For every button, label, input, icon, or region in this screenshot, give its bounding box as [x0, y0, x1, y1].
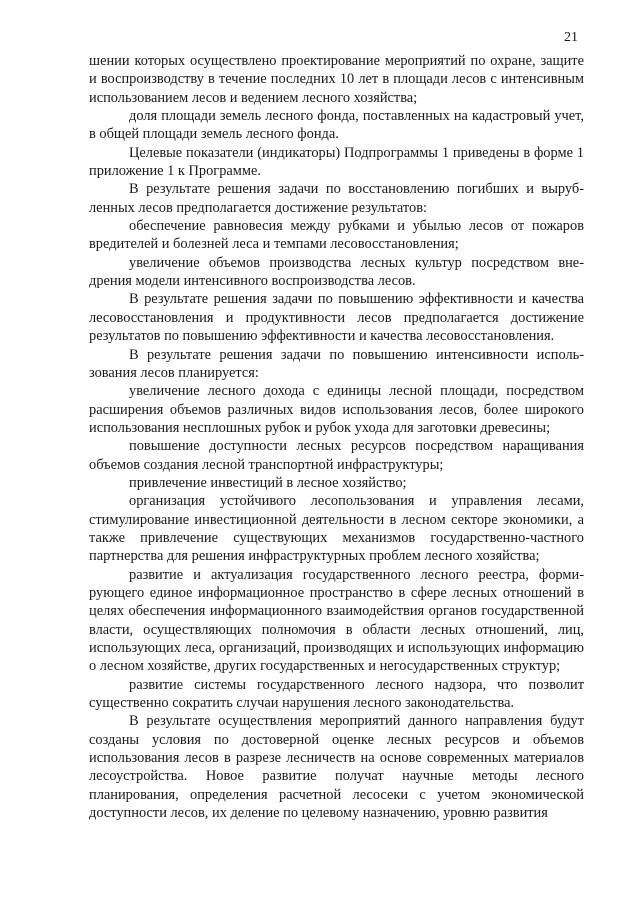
paragraph: обеспечение равновесия между рубками и убылью лесов от пожаров вредителей и болезней леса и темпами лесовосстановления;	[89, 218, 584, 253]
paragraph: развитие системы государственного лесного надзора, что позволит существенно сократить случаи нарушения лесного законодательства.	[89, 676, 584, 712]
paragraph: доля площади земель лесного фонда, поставленных на кадастровый учет, в общей площади земель лесного фонда.	[89, 108, 584, 143]
paragraph: В результате решения задачи по повышению интенсивности использования лесов планируется:	[89, 346, 584, 381]
paragraph: увеличение объемов производства лесных культур посредством внедрения модели интенсивного воспроизводства лесов.	[89, 254, 584, 290]
paragraph-continuation: шении которых осуществлено проектирование мероприятий по охране, защите и воспроизводству в течение последних 10 лет в площади лесов с интенсивным использованием лесов и ведением лесного хозяйства;	[89, 53, 584, 106]
paragraph: организация устойчивого лесопользования и управления лесами, стимулирование инвестиционной деятельности в лесном секторе экономики, а также привлечение существующих механизмов государственно-частного партнерства для решения инфраструктурных проблем лесного хозяйства;	[89, 493, 584, 565]
paragraph: увеличение лесного дохода с единицы лесной площади, посредством расширения объемов различных видов использования лесов, более широкого использования несплошных рубок и рубок ухода для заготовки древесины;	[89, 383, 584, 436]
paragraph: В результате решения задачи по восстановлению погибших и вырубленных лесов предполагается достижение результатов:	[89, 181, 584, 216]
paragraph: привлечение инвестиций в лесное хозяйство;	[129, 474, 407, 491]
paragraph: развитие и актуализация государственного лесного реестра, формирующего единое информационное пространство в сфере лесных отношений в целях обеспечения информационного взаимодействия органов государственной власти, осуществляющих полномочия в области лесных отношений, лиц, использующих леса, организаций, производящих и использующих информацию о лесном хозяйстве, других государственных и негосударственных структур;	[89, 566, 584, 675]
paragraph: повышение доступности лесных ресурсов посредством наращивания объемов создания лесной транспортной инфраструктуры;	[89, 438, 584, 473]
paragraph: Целевые показатели (индикаторы) Подпрограммы 1 приведены в форме 1 приложение 1 к Программе.	[89, 144, 584, 180]
paragraph: В результате осуществления мероприятий данного направления будут созданы условия по достоверной оценке лесных ресурсов и объемов использования лесов в разрезе лесничеств на основе современных материалов лесоустройства. Новое развитие получат научные методы лесного планирования, определения расчетной лесосеки с учетом экономической доступности лесов, их деление по целевому назначению, уровню развития	[89, 713, 584, 822]
paragraph: В результате решения задачи по повышению эффективности и качества лесовосстановления и продуктивности лесов предполагается достижение результатов по повышению эффективности и качества лесовосстановления.	[89, 291, 584, 345]
page-number: 21	[564, 30, 578, 45]
document-body	[89, 52, 584, 822]
